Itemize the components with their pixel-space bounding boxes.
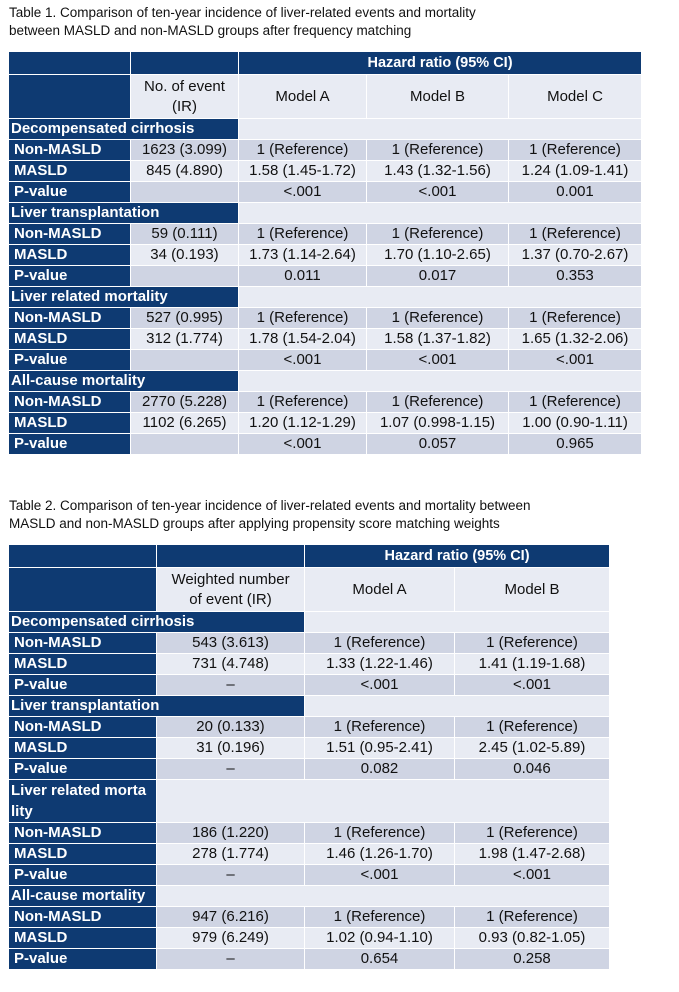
table1-events-header-line2: (IR): [172, 97, 197, 115]
table1-events-header-line1: No. of event: [144, 77, 225, 95]
table1-row: [9, 182, 642, 203]
model-b-cell: 1 (Reference): [455, 907, 610, 928]
events-cell: 312 (1.774): [131, 329, 239, 350]
model-c-cell: 0.001: [509, 182, 642, 203]
model-a-cell: <.001: [305, 675, 455, 696]
model-a-cell: 1 (Reference): [305, 717, 455, 738]
model-b-cell: 1.58 (1.37-1.82): [367, 329, 509, 350]
table2-label-header: [9, 568, 157, 612]
events-cell: –: [157, 865, 305, 886]
events-cell: 947 (6.216): [157, 907, 305, 928]
table2-section-row: [9, 780, 610, 823]
events-cell: 278 (1.774): [157, 844, 305, 865]
model-b-cell: <.001: [367, 350, 509, 371]
model-b-cell: 1 (Reference): [455, 633, 610, 654]
events-cell: 1102 (6.265): [131, 413, 239, 434]
model-b-cell: 1.43 (1.32-1.56): [367, 161, 509, 182]
table1-section-row: [9, 119, 642, 140]
events-cell: –: [157, 759, 305, 780]
events-cell: [131, 350, 239, 371]
table2-row: [9, 844, 610, 865]
table2-section-title: All-cause mortality: [9, 886, 157, 907]
model-a-cell: 1 (Reference): [305, 907, 455, 928]
table1-section-row: [9, 371, 642, 392]
model-a-cell: 1.46 (1.26-1.70): [305, 844, 455, 865]
table2-events-header-line2: of event (IR): [189, 590, 272, 608]
table1-row: [9, 245, 642, 266]
table1-row: [9, 308, 642, 329]
model-c-cell: 0.353: [509, 266, 642, 287]
table2-events-header-top: [157, 545, 305, 568]
table1-row: [9, 434, 642, 455]
events-cell: 543 (3.613): [157, 633, 305, 654]
table1-column-header-row: [9, 75, 642, 119]
row-label: MASLD: [9, 161, 131, 182]
model-a-cell: <.001: [239, 182, 367, 203]
table2-section-spacer: [305, 612, 610, 633]
table2-caption-line2: MASLD and non-MASLD groups after applying propensity score matching weights: [9, 516, 500, 531]
events-cell: 31 (0.196): [157, 738, 305, 759]
table1-section-spacer: [239, 287, 642, 308]
row-label: MASLD: [9, 329, 131, 350]
table1: [8, 51, 642, 455]
table1-hazard-header: Hazard ratio (95% CI): [239, 52, 642, 75]
model-c-cell: 1.00 (0.90-1.11): [509, 413, 642, 434]
events-cell: –: [157, 949, 305, 970]
table2-row: [9, 823, 610, 844]
table1-section-title: Liver transplantation: [9, 203, 239, 224]
model-b-cell: 1.41 (1.19-1.68): [455, 654, 610, 675]
table1-model-c-header: Model C: [509, 75, 642, 119]
events-cell: 186 (1.220): [157, 823, 305, 844]
table2-row: [9, 654, 610, 675]
table2-section-title-line1: Liver related morta: [11, 782, 147, 799]
events-cell: 979 (6.249): [157, 928, 305, 949]
row-label: MASLD: [9, 654, 157, 675]
model-c-cell: 1 (Reference): [509, 392, 642, 413]
table1-section-spacer: [239, 371, 642, 392]
table1-section-row: [9, 203, 642, 224]
model-b-cell: 1.70 (1.10-2.65): [367, 245, 509, 266]
model-b-cell: 0.017: [367, 266, 509, 287]
model-a-cell: <.001: [239, 434, 367, 455]
table1-row: [9, 224, 642, 245]
model-a-cell: 1.51 (0.95-2.41): [305, 738, 455, 759]
table2-section-spacer: [305, 696, 610, 717]
events-cell: [131, 434, 239, 455]
model-c-cell: 1.65 (1.32-2.06): [509, 329, 642, 350]
model-b-cell: 2.45 (1.02-5.89): [455, 738, 610, 759]
table1-events-header-top: [131, 52, 239, 75]
model-a-cell: 1 (Reference): [239, 140, 367, 161]
model-a-cell: 0.654: [305, 949, 455, 970]
table2-row: [9, 717, 610, 738]
model-b-cell: 1 (Reference): [367, 224, 509, 245]
model-b-cell: 1.98 (1.47-2.68): [455, 844, 610, 865]
row-label: Non-MASLD: [9, 392, 131, 413]
model-a-cell: 0.011: [239, 266, 367, 287]
table2-caption-line1: Table 2. Comparison of ten-year incidence of liver-related events and mortality between: [9, 498, 531, 513]
table2-row: [9, 675, 610, 696]
table1-section-title: Liver related mortality: [9, 287, 239, 308]
events-cell: 845 (4.890): [131, 161, 239, 182]
table2-section-title-line2: lity: [11, 803, 33, 820]
table2-section-spacer: [157, 886, 610, 907]
model-a-cell: 1.78 (1.54-2.04): [239, 329, 367, 350]
model-c-cell: <.001: [509, 350, 642, 371]
model-c-cell: 0.965: [509, 434, 642, 455]
table1-model-b-header: Model B: [367, 75, 509, 119]
events-cell: [131, 182, 239, 203]
model-b-cell: 0.258: [455, 949, 610, 970]
table2-events-header-line1: Weighted number: [171, 570, 290, 588]
table2: [8, 544, 610, 970]
events-cell: 2770 (5.228): [131, 392, 239, 413]
row-label: Non-MASLD: [9, 224, 131, 245]
table2-section-title: Decompensated cirrhosis: [9, 612, 305, 633]
model-b-cell: 0.046: [455, 759, 610, 780]
model-a-cell: 1 (Reference): [239, 308, 367, 329]
events-cell: 527 (0.995): [131, 308, 239, 329]
model-c-cell: 1 (Reference): [509, 140, 642, 161]
model-a-cell: 0.082: [305, 759, 455, 780]
events-cell: 731 (4.748): [157, 654, 305, 675]
row-label: P-value: [9, 350, 131, 371]
table1-section-title: Decompensated cirrhosis: [9, 119, 239, 140]
table1-caption-line2: between MASLD and non-MASLD groups after frequency matching: [9, 23, 412, 38]
row-label: P-value: [9, 266, 131, 287]
events-cell: 1623 (3.099): [131, 140, 239, 161]
model-b-cell: <.001: [367, 182, 509, 203]
table2-corner-cell: [9, 545, 157, 568]
table1-hazard-header-row: [9, 52, 642, 75]
model-b-cell: 1 (Reference): [367, 140, 509, 161]
model-a-cell: 1.20 (1.12-1.29): [239, 413, 367, 434]
model-a-cell: 1 (Reference): [305, 633, 455, 654]
model-c-cell: 1 (Reference): [509, 308, 642, 329]
table2-column-header-row: [9, 568, 610, 612]
table2-section-title: [9, 780, 157, 823]
table1-row: [9, 413, 642, 434]
row-label: Non-MASLD: [9, 823, 157, 844]
model-b-cell: 1 (Reference): [367, 308, 509, 329]
table2-caption: [9, 497, 669, 533]
table2-hazard-header-row: [9, 545, 610, 568]
events-cell: 20 (0.133): [157, 717, 305, 738]
table1-model-a-header: Model A: [239, 75, 367, 119]
table2-model-b-header: Model B: [455, 568, 610, 612]
table1-events-header: [131, 75, 239, 119]
table2-section-title: Liver transplantation: [9, 696, 305, 717]
row-label: MASLD: [9, 413, 131, 434]
row-label: Non-MASLD: [9, 308, 131, 329]
row-label: Non-MASLD: [9, 633, 157, 654]
row-label: Non-MASLD: [9, 717, 157, 738]
events-cell: 59 (0.111): [131, 224, 239, 245]
model-b-cell: <.001: [455, 675, 610, 696]
table1-section-spacer: [239, 203, 642, 224]
table1-row: [9, 350, 642, 371]
model-a-cell: 1.58 (1.45-1.72): [239, 161, 367, 182]
model-c-cell: 1.37 (0.70-2.67): [509, 245, 642, 266]
table1-row: [9, 140, 642, 161]
table2-hazard-header: Hazard ratio (95% CI): [305, 545, 610, 568]
model-c-cell: 1 (Reference): [509, 224, 642, 245]
table2-row: [9, 738, 610, 759]
table1-section-spacer: [239, 119, 642, 140]
table1-caption-line1: Table 1. Comparison of ten-year incidence of liver-related events and mortality: [9, 5, 476, 20]
table1-row: [9, 329, 642, 350]
row-label: P-value: [9, 675, 157, 696]
model-a-cell: 1.73 (1.14-2.64): [239, 245, 367, 266]
table2-row: [9, 928, 610, 949]
table2-row: [9, 759, 610, 780]
model-b-cell: 1 (Reference): [367, 392, 509, 413]
model-a-cell: 1.33 (1.22-1.46): [305, 654, 455, 675]
row-label: MASLD: [9, 738, 157, 759]
model-a-cell: 1 (Reference): [305, 823, 455, 844]
events-cell: [131, 266, 239, 287]
table1-caption: [9, 4, 649, 40]
model-a-cell: 1.02 (0.94-1.10): [305, 928, 455, 949]
row-label: P-value: [9, 434, 131, 455]
table2-row: [9, 907, 610, 928]
row-label: P-value: [9, 182, 131, 203]
row-label: MASLD: [9, 844, 157, 865]
events-cell: –: [157, 675, 305, 696]
model-b-cell: 1 (Reference): [455, 823, 610, 844]
table1-corner-cell: [9, 52, 131, 75]
table2-events-header: [157, 568, 305, 612]
table1-row: [9, 392, 642, 413]
table2-row: [9, 949, 610, 970]
row-label: Non-MASLD: [9, 907, 157, 928]
table2-section-spacer: [157, 780, 610, 823]
table1-section-row: [9, 287, 642, 308]
row-label: P-value: [9, 949, 157, 970]
events-cell: 34 (0.193): [131, 245, 239, 266]
row-label: P-value: [9, 865, 157, 886]
model-b-cell: 1.07 (0.998-1.15): [367, 413, 509, 434]
table1-label-header: [9, 75, 131, 119]
model-c-cell: 1.24 (1.09-1.41): [509, 161, 642, 182]
model-b-cell: <.001: [455, 865, 610, 886]
table2-section-row: [9, 612, 610, 633]
model-b-cell: 1 (Reference): [455, 717, 610, 738]
row-label: P-value: [9, 759, 157, 780]
model-a-cell: 1 (Reference): [239, 392, 367, 413]
model-a-cell: 1 (Reference): [239, 224, 367, 245]
model-b-cell: 0.93 (0.82-1.05): [455, 928, 610, 949]
table1-row: [9, 161, 642, 182]
row-label: MASLD: [9, 928, 157, 949]
table2-row: [9, 633, 610, 654]
table2-section-row: [9, 886, 610, 907]
table2-model-a-header: Model A: [305, 568, 455, 612]
table2-row: [9, 865, 610, 886]
model-b-cell: 0.057: [367, 434, 509, 455]
table2-section-row: [9, 696, 610, 717]
row-label: MASLD: [9, 245, 131, 266]
table1-row: [9, 266, 642, 287]
row-label: Non-MASLD: [9, 140, 131, 161]
table1-section-title: All-cause mortality: [9, 371, 239, 392]
model-a-cell: <.001: [239, 350, 367, 371]
model-a-cell: <.001: [305, 865, 455, 886]
